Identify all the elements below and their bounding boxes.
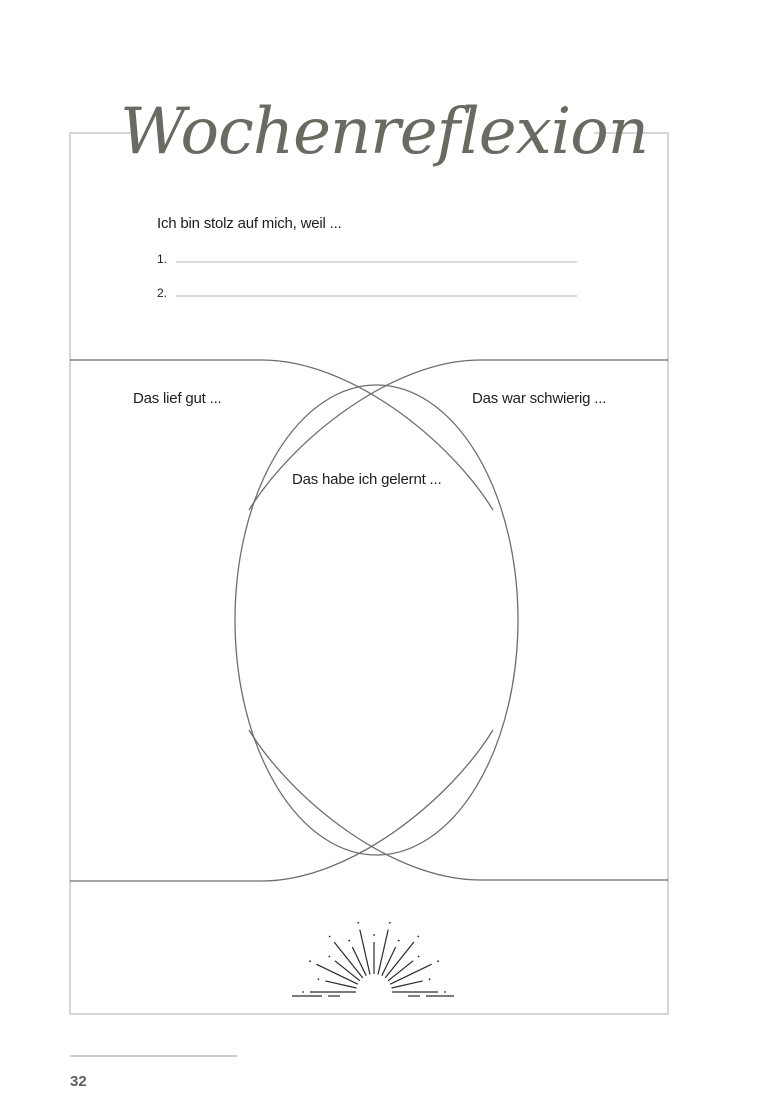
sunburst-dot bbox=[398, 940, 400, 942]
answer-number-2: 2. bbox=[157, 286, 168, 300]
sunburst-dot bbox=[329, 936, 331, 938]
venn-right-bottom bbox=[249, 730, 668, 880]
sunburst-dot bbox=[373, 934, 375, 936]
sunburst-dot bbox=[444, 991, 446, 993]
venn-right-label: Das war schwierig ... bbox=[472, 390, 607, 407]
sunburst-ray bbox=[352, 947, 366, 976]
sunburst-dot bbox=[329, 956, 331, 958]
sunburst-icon bbox=[284, 900, 464, 1005]
sunburst-dot bbox=[418, 956, 420, 958]
page-number: 32 bbox=[70, 1073, 87, 1090]
venn-center-label: Das habe ich gelernt ... bbox=[292, 471, 442, 488]
sunburst-dot bbox=[309, 960, 311, 962]
sunburst-dot bbox=[302, 991, 304, 993]
proud-prompt: Ich bin stolz auf mich, weil ... bbox=[157, 215, 342, 232]
sunburst-dot bbox=[437, 960, 439, 962]
sunburst-ray bbox=[335, 961, 360, 981]
sunburst-ray bbox=[388, 961, 413, 981]
sunburst-ray bbox=[378, 930, 388, 975]
sunburst-ray bbox=[360, 930, 370, 975]
sunburst-dot bbox=[357, 922, 359, 924]
sunburst-dot bbox=[389, 922, 391, 924]
venn-left-bottom bbox=[70, 730, 493, 881]
sunburst-dot bbox=[318, 978, 320, 980]
venn-left-label: Das lief gut ... bbox=[133, 390, 222, 407]
sunburst-dot bbox=[348, 940, 350, 942]
sunburst-ray bbox=[382, 947, 396, 976]
sunburst-dot bbox=[429, 978, 431, 980]
page-title: Wochenreflexion bbox=[120, 95, 648, 169]
venn-center-ellipse bbox=[235, 385, 518, 855]
sunburst-dot bbox=[417, 936, 419, 938]
answer-number-1: 1. bbox=[157, 252, 168, 266]
